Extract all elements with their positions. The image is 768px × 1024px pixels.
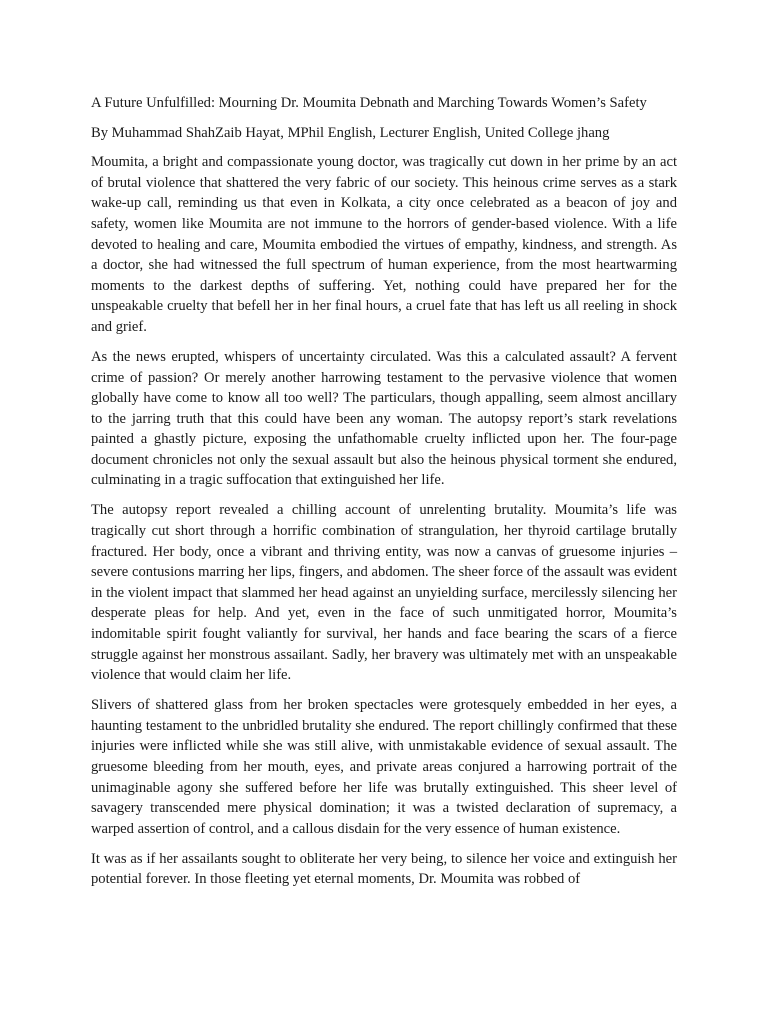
paragraph-1: Moumita, a bright and compassionate young doctor, was tragically cut down in her prime by an act of brutal violence that shattered the very fabric of our society. This heinous crime serves as a stark wake-up call, reminding us that even in Kolkata, a city once celebrated as a beacon of joy and safety, women like Moumita are not immune to the horrors of gender-based violence. With a life devoted to healing and care, Moumita embodied the virtues of empathy, kindness, and strength. As a doctor, she had witnessed the full spectrum of human experience, from the most heartwarming moments to the darkest depths of suffering. Yet, nothing could have prepared her for the unspeakable cruelty that befell her in her final hours, a cruel fate that has left us all reeling in shock and grief. [91, 154, 677, 335]
paragraph-4: Slivers of shattered glass from her broken spectacles were grotesquely embedded in her eyes, a haunting testament to the unbridled brutality she endured. The report chillingly confirmed that these injuries were inflicted while she was still alive, with unmistakable evidence of sexual assault. The gruesome bleeding from her mouth, eyes, and private areas conjured a harrowing portrait of the unimaginable agony she suffered before her life was brutally extinguished. This sheer level of savagery transcended mere physical domination; it was a twisted declaration of supremacy, a warped assertion of control, and a callous disdain for the very essence of human existence. [91, 697, 677, 837]
article-byline: By Muhammad ShahZaib Hayat, MPhil English, Lecturer English, United College jhang [91, 124, 610, 141]
paragraph-5: It was as if her assailants sought to obliterate her very being, to silence her voice and extinguish her potential forever. In those fleeting yet eternal moments, Dr. Moumita was robbed of [91, 850, 677, 888]
paragraph-3: The autopsy report revealed a chilling account of unrelenting brutality. Moumita’s life was tragically cut short through a horrific combination of strangulation, her thyroid cartilage brutally fractured. Her body, once a vibrant and thriving entity, was now a canvas of gruesome injuries – severe contusions marring her lips, fingers, and abdomen. The sheer force of the assault was evident in the violent impact that slammed her head against an unyielding surface, mercilessly silencing her desperate pleas for help. And yet, even in the face of such unmitigated horror, Moumita’s indomitable spirit fought valiantly for survival, her hands and face bearing the scars of a fierce struggle against her monstrous assailant. Sadly, her bravery was ultimately met with an unspeakable violence that would claim her life. [91, 502, 677, 684]
article-body [91, 93, 677, 899]
article-title: A Future Unfulfilled: Mourning Dr. Moumita Debnath and Marching Towards Women’s Safety [91, 95, 647, 111]
paragraph-2: As the news erupted, whispers of uncertainty circulated. Was this a calculated assault? A fervent crime of passion? Or merely another harrowing testament to the pervasive violence that women globally have come to know all too well? The particulars, though appalling, seem almost ancillary to the jarring truth that this could have been any woman. The autopsy report’s stark revelations painted a ghastly picture, exposing the unfathomable cruelty inflicted upon her. The four-page document chronicles not only the sexual assault but also the heinous physical torment she endured, culminating in a tragic suffocation that extinguished her life. [91, 348, 677, 489]
